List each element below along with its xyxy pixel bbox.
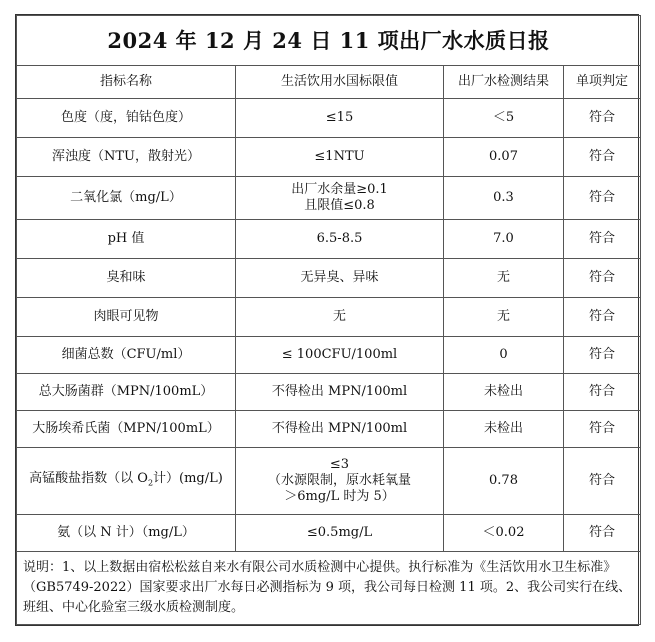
table-row bbox=[17, 220, 641, 259]
indicator-text: 计）(mg/L) bbox=[153, 470, 223, 486]
result-cell: 0.3 bbox=[444, 177, 564, 220]
judgement-cell: 符合 bbox=[564, 99, 641, 138]
judgement-cell: 符合 bbox=[564, 220, 641, 259]
judgement-cell: 符合 bbox=[564, 515, 641, 552]
limit-line: （水源限制，原水耗氧量 bbox=[267, 473, 411, 488]
limit-cell: 不得检出 MPN/100ml bbox=[236, 411, 444, 448]
indicator-cell bbox=[17, 448, 236, 515]
judgement-cell: 符合 bbox=[564, 411, 641, 448]
result-cell: ＜0.02 bbox=[444, 515, 564, 552]
result-cell: 未检出 bbox=[444, 374, 564, 411]
report-title: 2024 年 12 月 24 日 11 项出厂水水质日报 bbox=[17, 16, 641, 66]
limit-line: 出厂水余量≥0.1 bbox=[291, 182, 388, 197]
header-limit: 生活饮用水国标限值 bbox=[236, 66, 444, 99]
result-cell: 7.0 bbox=[444, 220, 564, 259]
table-row bbox=[17, 99, 641, 138]
limit-line: ≤3 bbox=[329, 457, 350, 472]
water-quality-report bbox=[15, 14, 639, 626]
result-cell: 0 bbox=[444, 337, 564, 374]
indicator-cell: 氨（以 N 计）（mg/L） bbox=[17, 515, 236, 552]
judgement-cell: 符合 bbox=[564, 138, 641, 177]
indicator-cell: 大肠埃希氏菌（MPN/100mL） bbox=[17, 411, 236, 448]
header-judgement: 单项判定 bbox=[564, 66, 641, 99]
limit-cell: 不得检出 MPN/100ml bbox=[236, 374, 444, 411]
limit-cell: ≤15 bbox=[236, 99, 444, 138]
indicator-cell: pH 值 bbox=[17, 220, 236, 259]
judgement-cell: 符合 bbox=[564, 298, 641, 337]
table-row bbox=[17, 177, 641, 220]
table-row bbox=[17, 448, 641, 515]
result-cell: 未检出 bbox=[444, 411, 564, 448]
table-header-row bbox=[17, 66, 641, 99]
indicator-cell: 浑浊度（NTU，散射光） bbox=[17, 138, 236, 177]
header-result: 出厂水检测结果 bbox=[444, 66, 564, 99]
table-row bbox=[17, 374, 641, 411]
limit-cell: 无异臭、异味 bbox=[236, 259, 444, 298]
limit-cell bbox=[236, 177, 444, 220]
judgement-cell: 符合 bbox=[564, 337, 641, 374]
indicator-cell: 肉眼可见物 bbox=[17, 298, 236, 337]
limit-cell: ≤ 100CFU/100ml bbox=[236, 337, 444, 374]
indicator-text: 高锰酸盐指数（以 O bbox=[29, 470, 148, 486]
note-row bbox=[17, 552, 641, 625]
table-row bbox=[17, 298, 641, 337]
indicator-cell: 总大肠菌群（MPN/100mL） bbox=[17, 374, 236, 411]
table-row bbox=[17, 138, 641, 177]
indicator-cell: 二氧化氯（mg/L） bbox=[17, 177, 236, 220]
table-row bbox=[17, 259, 641, 298]
indicator-cell: 臭和味 bbox=[17, 259, 236, 298]
table-row bbox=[17, 337, 641, 374]
result-cell: 0.78 bbox=[444, 448, 564, 515]
limit-cell: 6.5-8.5 bbox=[236, 220, 444, 259]
header-indicator: 指标名称 bbox=[17, 66, 236, 99]
indicator-cell: 细菌总数（CFU/ml） bbox=[17, 337, 236, 374]
limit-cell: ≤0.5mg/L bbox=[236, 515, 444, 552]
report-table bbox=[16, 15, 641, 625]
report-note: 说明：1、以上数据由宿松松兹自来水有限公司水质检测中心提供。执行标准为《生活饮用水卫生标准》（GB5749-2022）国家要求出厂水每日必测指标为 9 项，我公司每日检测 11 项。2、我公司实行在线、班组、中心化验室三级水质检测制度。 bbox=[17, 552, 641, 625]
result-cell: 无 bbox=[444, 298, 564, 337]
limit-cell: ≤1NTU bbox=[236, 138, 444, 177]
indicator-cell: 色度（度，铂钴色度） bbox=[17, 99, 236, 138]
result-cell: ＜5 bbox=[444, 99, 564, 138]
result-cell: 0.07 bbox=[444, 138, 564, 177]
judgement-cell: 符合 bbox=[564, 177, 641, 220]
subscript: 2 bbox=[147, 478, 154, 488]
judgement-cell: 符合 bbox=[564, 374, 641, 411]
judgement-cell: 符合 bbox=[564, 259, 641, 298]
limit-cell bbox=[236, 448, 444, 515]
judgement-cell: 符合 bbox=[564, 448, 641, 515]
limit-cell: 无 bbox=[236, 298, 444, 337]
table-row bbox=[17, 411, 641, 448]
result-cell: 无 bbox=[444, 259, 564, 298]
limit-line: 且限值≤0.8 bbox=[304, 198, 375, 213]
table-row bbox=[17, 515, 641, 552]
limit-line: ＞6mg/L 时为 5） bbox=[284, 489, 395, 504]
